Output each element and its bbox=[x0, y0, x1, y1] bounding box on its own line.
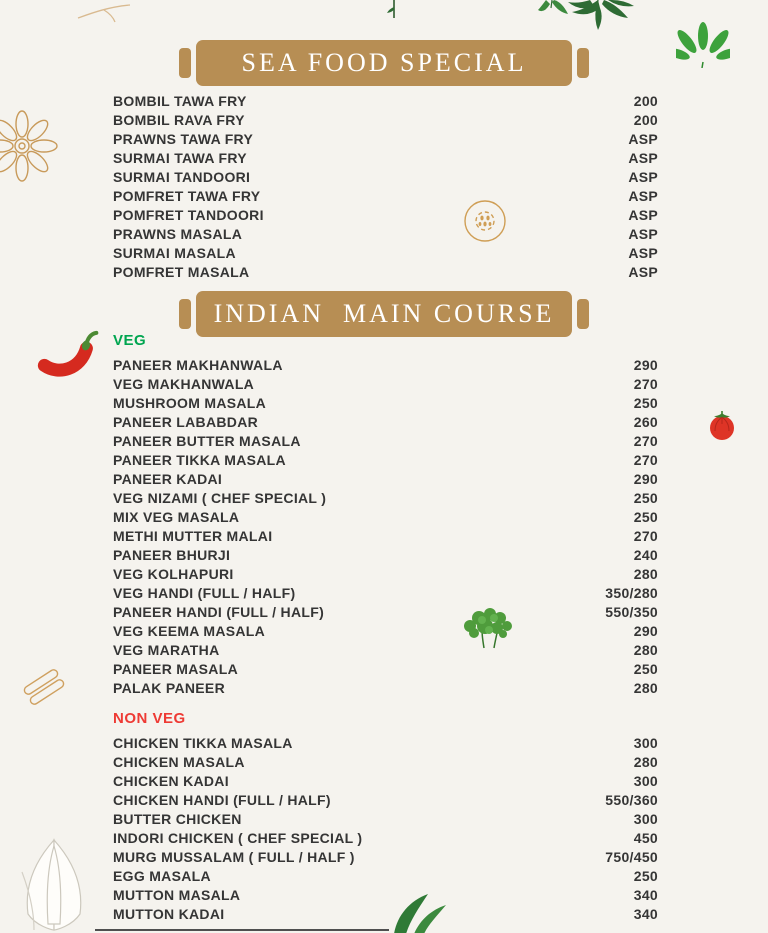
item-name: PANEER MASALA bbox=[113, 661, 238, 677]
item-name: PANEER KADAI bbox=[113, 471, 223, 487]
menu-item-row bbox=[113, 149, 658, 168]
chili-icon bbox=[36, 327, 100, 386]
item-price: ASP bbox=[628, 207, 658, 223]
menu-item-row bbox=[113, 470, 658, 489]
item-name: INDORI CHICKEN ( CHEF SPECIAL ) bbox=[113, 830, 363, 846]
veg-label: VEG bbox=[113, 332, 147, 349]
non-veg-label: NON VEG bbox=[113, 710, 186, 727]
cinnamon-stick-icon bbox=[18, 658, 70, 711]
item-name: VEG HANDI (FULL / HALF) bbox=[113, 585, 296, 601]
item-price: 250 bbox=[633, 661, 658, 677]
tomato-icon bbox=[707, 410, 737, 447]
item-price: 750/450 bbox=[605, 849, 658, 865]
item-price: 290 bbox=[633, 357, 658, 373]
menu-item-row bbox=[113, 886, 658, 905]
item-price: 270 bbox=[633, 452, 658, 468]
item-price: ASP bbox=[628, 150, 658, 166]
menu-item-row bbox=[113, 641, 658, 660]
menu-item-row bbox=[113, 753, 658, 772]
sprout-icon bbox=[386, 0, 402, 25]
item-name: VEG MARATHA bbox=[113, 642, 220, 658]
menu-item-row bbox=[113, 92, 658, 111]
section-title-seafood: SEA FOOD SPECIAL bbox=[241, 48, 527, 77]
item-price: 280 bbox=[633, 566, 658, 582]
item-name: PRAWNS MASALA bbox=[113, 226, 243, 242]
item-price: 550/360 bbox=[605, 792, 658, 808]
menu-item-row bbox=[113, 432, 658, 451]
menu-item-row bbox=[113, 130, 658, 149]
menu-item-row bbox=[113, 546, 658, 565]
item-price: 250 bbox=[633, 490, 658, 506]
non-veg-item-list bbox=[113, 734, 658, 924]
item-name: POMFRET TANDOORI bbox=[113, 207, 264, 223]
item-name: PANEER LABABDAR bbox=[113, 414, 259, 430]
item-price: 300 bbox=[633, 773, 658, 789]
item-name: SURMAI TAWA FRY bbox=[113, 150, 247, 166]
curry-leaves-icon bbox=[676, 22, 730, 73]
item-name: PANEER BHURJI bbox=[113, 547, 231, 563]
item-name: POMFRET MASALA bbox=[113, 264, 250, 280]
garlic-flower-icon bbox=[8, 832, 100, 933]
item-name: MUSHROOM MASALA bbox=[113, 395, 267, 411]
menu-item-row bbox=[113, 168, 658, 187]
item-price: 240 bbox=[633, 547, 658, 563]
menu-item-row bbox=[113, 584, 658, 603]
item-price: 250 bbox=[633, 868, 658, 884]
item-name: VEG NIZAMI ( CHEF SPECIAL ) bbox=[113, 490, 327, 506]
menu-item-row bbox=[113, 622, 658, 641]
item-price: 200 bbox=[633, 93, 658, 109]
menu-item-row bbox=[113, 244, 658, 263]
item-name: VEG KOLHAPURI bbox=[113, 566, 234, 582]
item-price: 340 bbox=[633, 906, 658, 922]
item-name: BOMBIL TAWA FRY bbox=[113, 93, 247, 109]
menu-item-row bbox=[113, 206, 658, 225]
item-name: CHICKEN MASALA bbox=[113, 754, 245, 770]
menu-item-row bbox=[113, 867, 658, 886]
item-price: 250 bbox=[633, 395, 658, 411]
item-name: VEG KEEMA MASALA bbox=[113, 623, 266, 639]
section-header-main-course bbox=[196, 291, 572, 337]
item-price: ASP bbox=[628, 188, 658, 204]
item-name: SURMAI TANDOORI bbox=[113, 169, 251, 185]
item-name: MUTTON MASALA bbox=[113, 887, 241, 903]
item-price: 450 bbox=[633, 830, 658, 846]
menu-item-row bbox=[113, 829, 658, 848]
item-price: 350/280 bbox=[605, 585, 658, 601]
item-name: CHICKEN HANDI (FULL / HALF) bbox=[113, 792, 331, 808]
menu-item-row bbox=[113, 603, 658, 622]
item-price: 340 bbox=[633, 887, 658, 903]
item-price: 280 bbox=[633, 680, 658, 696]
item-name: MUTTON KADAI bbox=[113, 906, 225, 922]
menu-item-row bbox=[113, 489, 658, 508]
item-price: 260 bbox=[633, 414, 658, 430]
item-name: BUTTER CHICKEN bbox=[113, 811, 242, 827]
menu-item-row bbox=[113, 187, 658, 206]
item-name: PANEER MAKHANWALA bbox=[113, 357, 283, 373]
menu-item-row bbox=[113, 905, 658, 924]
menu-item-row bbox=[113, 565, 658, 584]
menu-item-row bbox=[113, 679, 658, 698]
menu-item-row bbox=[113, 791, 658, 810]
item-price: 550/350 bbox=[605, 604, 658, 620]
star-anise-icon bbox=[0, 106, 62, 191]
item-name: SURMAI MASALA bbox=[113, 245, 236, 261]
menu-item-row bbox=[113, 263, 658, 282]
item-name: EGG MASALA bbox=[113, 868, 211, 884]
item-name: POMFRET TAWA FRY bbox=[113, 188, 261, 204]
item-name: PANEER TIKKA MASALA bbox=[113, 452, 286, 468]
menu-item-row bbox=[113, 111, 658, 130]
item-price: ASP bbox=[628, 131, 658, 147]
item-price: ASP bbox=[628, 169, 658, 185]
item-price: 290 bbox=[633, 623, 658, 639]
item-price: 270 bbox=[633, 528, 658, 544]
item-price: 270 bbox=[633, 376, 658, 392]
item-name: BOMBIL RAVA FRY bbox=[113, 112, 245, 128]
menu-item-row bbox=[113, 508, 658, 527]
menu-item-row bbox=[113, 375, 658, 394]
item-price: ASP bbox=[628, 264, 658, 280]
item-price: 280 bbox=[633, 754, 658, 770]
item-name: CHICKEN KADAI bbox=[113, 773, 229, 789]
menu-item-row bbox=[113, 451, 658, 470]
item-name: METHI MUTTER MALAI bbox=[113, 528, 273, 544]
veg-item-list bbox=[113, 356, 658, 698]
item-price: ASP bbox=[628, 245, 658, 261]
item-price: ASP bbox=[628, 226, 658, 242]
section-title-main-course: INDIAN MAIN COURSE bbox=[213, 299, 555, 328]
menu-item-row bbox=[113, 810, 658, 829]
menu-item-row bbox=[113, 527, 658, 546]
item-name: CHICKEN TIKKA MASALA bbox=[113, 735, 293, 751]
item-name: PALAK PANEER bbox=[113, 680, 225, 696]
menu-item-row bbox=[113, 413, 658, 432]
item-price: 300 bbox=[633, 811, 658, 827]
bottom-edge-line bbox=[95, 929, 389, 931]
menu-item-row bbox=[113, 660, 658, 679]
menu-item-row bbox=[113, 734, 658, 753]
menu-item-row bbox=[113, 394, 658, 413]
menu-item-row bbox=[113, 772, 658, 791]
item-name: MURG MUSSALAM ( FULL / HALF ) bbox=[113, 849, 355, 865]
item-name: MIX VEG MASALA bbox=[113, 509, 240, 525]
section-header-seafood bbox=[196, 40, 572, 86]
item-name: VEG MAKHANWALA bbox=[113, 376, 255, 392]
menu-item-row bbox=[113, 356, 658, 375]
twig-icon bbox=[76, 2, 132, 29]
item-name: PANEER BUTTER MASALA bbox=[113, 433, 301, 449]
item-name: PRAWNS TAWA FRY bbox=[113, 131, 254, 147]
menu-item-row bbox=[113, 225, 658, 244]
seafood-item-list bbox=[113, 92, 658, 282]
item-price: 200 bbox=[633, 112, 658, 128]
item-price: 250 bbox=[633, 509, 658, 525]
item-price: 280 bbox=[633, 642, 658, 658]
item-price: 290 bbox=[633, 471, 658, 487]
menu-item-row bbox=[113, 848, 658, 867]
item-name: PANEER HANDI (FULL / HALF) bbox=[113, 604, 325, 620]
item-price: 270 bbox=[633, 433, 658, 449]
item-price: 300 bbox=[633, 735, 658, 751]
